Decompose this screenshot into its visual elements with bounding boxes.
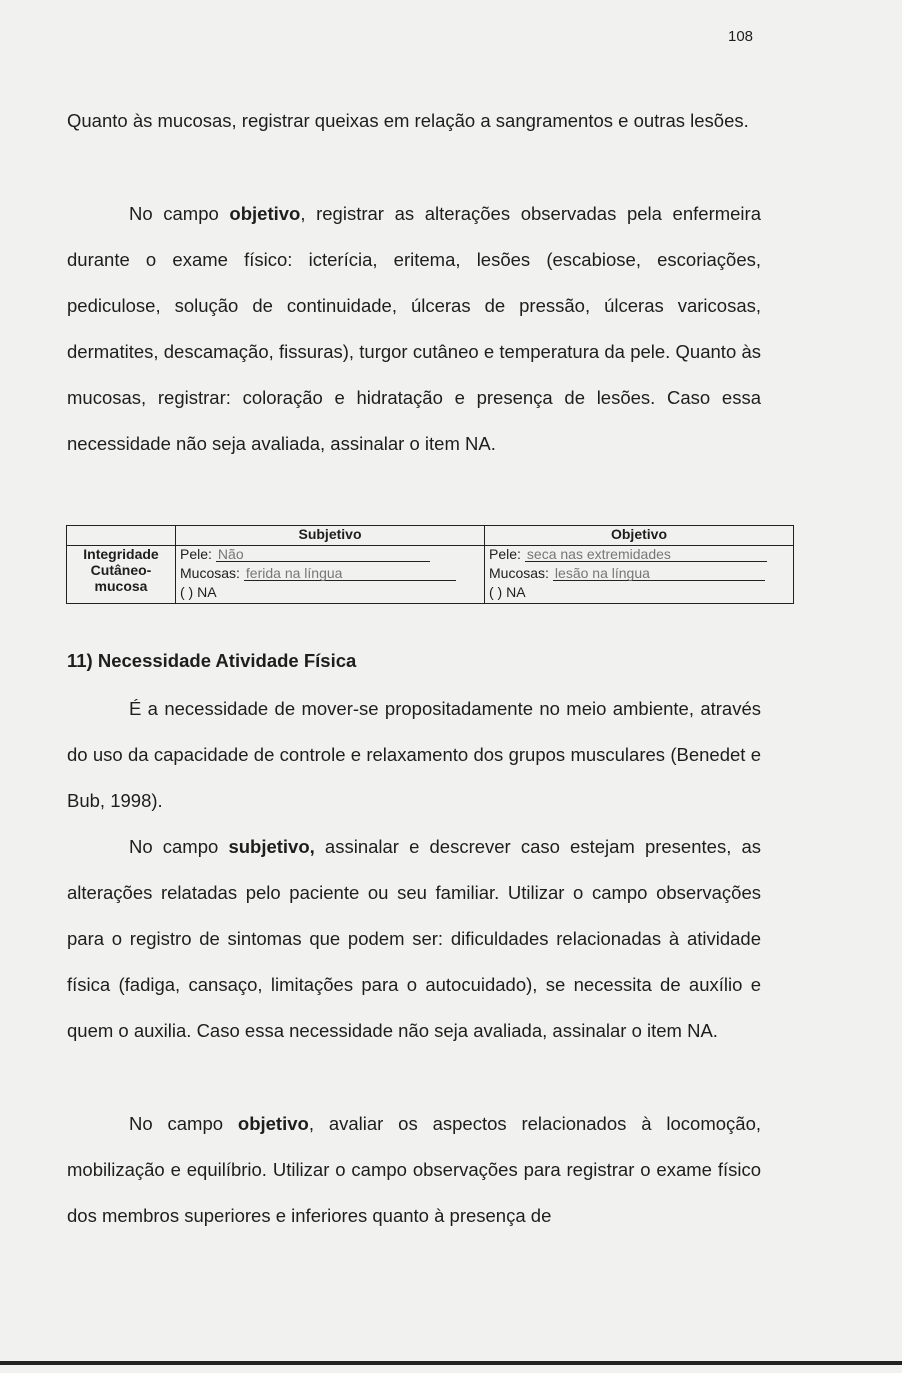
subjetivo-pele-value: Não xyxy=(216,547,430,562)
bold-term-objetivo: objetivo xyxy=(229,203,301,224)
text-segment: No campo xyxy=(129,203,230,224)
bold-term-subjetivo: subjetivo, xyxy=(228,836,315,857)
subjetivo-cell xyxy=(176,546,485,604)
text-segment: assinalar e descrever caso estejam presentes, as alterações relatadas pelo paciente ou seu familiar. Utilizar o campo observações para o registro de sintomas que podem ser: dificuldades relacionadas à atividade física (fadiga, cansaço, limitações para o autocuidado), se necessita de auxílio e quem o auxilia. Caso essa necessidade não seja avaliada, assinalar o item NA. xyxy=(67,836,761,1042)
pele-label: Pele: xyxy=(489,546,521,562)
subjetivo-mucosas-line xyxy=(180,565,480,584)
paragraph-objetivo-locomocao xyxy=(67,1101,761,1239)
objetivo-pele-line xyxy=(489,546,789,565)
objetivo-mucosas-value: lesão na língua xyxy=(553,566,765,581)
subjetivo-na-line: ( ) NA xyxy=(180,584,217,600)
paragraph-objetivo-pele xyxy=(67,191,761,468)
text-segment: No campo xyxy=(129,836,229,857)
bold-term-objetivo: objetivo xyxy=(237,1113,309,1134)
objetivo-cell xyxy=(485,546,794,604)
section-heading: 11) Necessidade Atividade Física xyxy=(67,650,357,671)
subjetivo-mucosas-value: ferida na língua xyxy=(244,566,456,581)
objetivo-na-line: ( ) NA xyxy=(489,584,526,600)
paragraph-definicao: É a necessidade de mover-se propositadamente no meio ambiente, através do uso da capacidade de controle e relaxamento dos grupos musculares (Benedet e Bub, 1998). xyxy=(67,698,761,812)
objetivo-pele-value: seca nas extremidades xyxy=(525,547,767,562)
objetivo-mucosas-line xyxy=(489,565,789,584)
text-segment: , avaliar os aspectos relacionados à locomoção, mobilização e equilíbrio. Utilizar o campo observações para registrar o exame físico dos membros superiores e inferiores quanto à presença de xyxy=(67,1113,761,1227)
mucosas-label: Mucosas: xyxy=(489,565,549,581)
text-segment: No campo xyxy=(129,1113,238,1134)
text-segment: , registrar as alterações observadas pela enfermeira durante o exame físico: icterícia, eritema, lesões (escabiose, escoriações, pediculose, solução de continuidade, úlceras de pressão, úlceras varicosas, dermatites, descamação, fissuras), turgor cutâneo e temperatura da pele. Quanto às mucosas, registrar: coloração e hidratação e presença de lesões. Caso essa necessidade não seja avaliada, assinalar o item NA. xyxy=(67,203,761,455)
table-header-row xyxy=(67,526,794,546)
subjetivo-pele-line xyxy=(180,546,480,565)
pele-label: Pele: xyxy=(180,546,212,562)
table-corner-cell xyxy=(67,526,176,546)
mucosas-label: Mucosas: xyxy=(180,565,240,581)
row-label-integridade: Integridade Cutâneo-mucosa xyxy=(67,546,176,604)
page-number: 108 xyxy=(728,28,754,45)
table-row xyxy=(67,546,794,604)
page-bottom-edge xyxy=(0,1361,902,1365)
assessment-table xyxy=(66,525,794,604)
header-subjetivo: Subjetivo xyxy=(176,526,485,546)
paragraph-mucosas-queixas: Quanto às mucosas, registrar queixas em relação a sangramentos e outras lesões. xyxy=(67,110,749,131)
paragraph-subjetivo xyxy=(67,824,761,1054)
header-objetivo: Objetivo xyxy=(485,526,794,546)
